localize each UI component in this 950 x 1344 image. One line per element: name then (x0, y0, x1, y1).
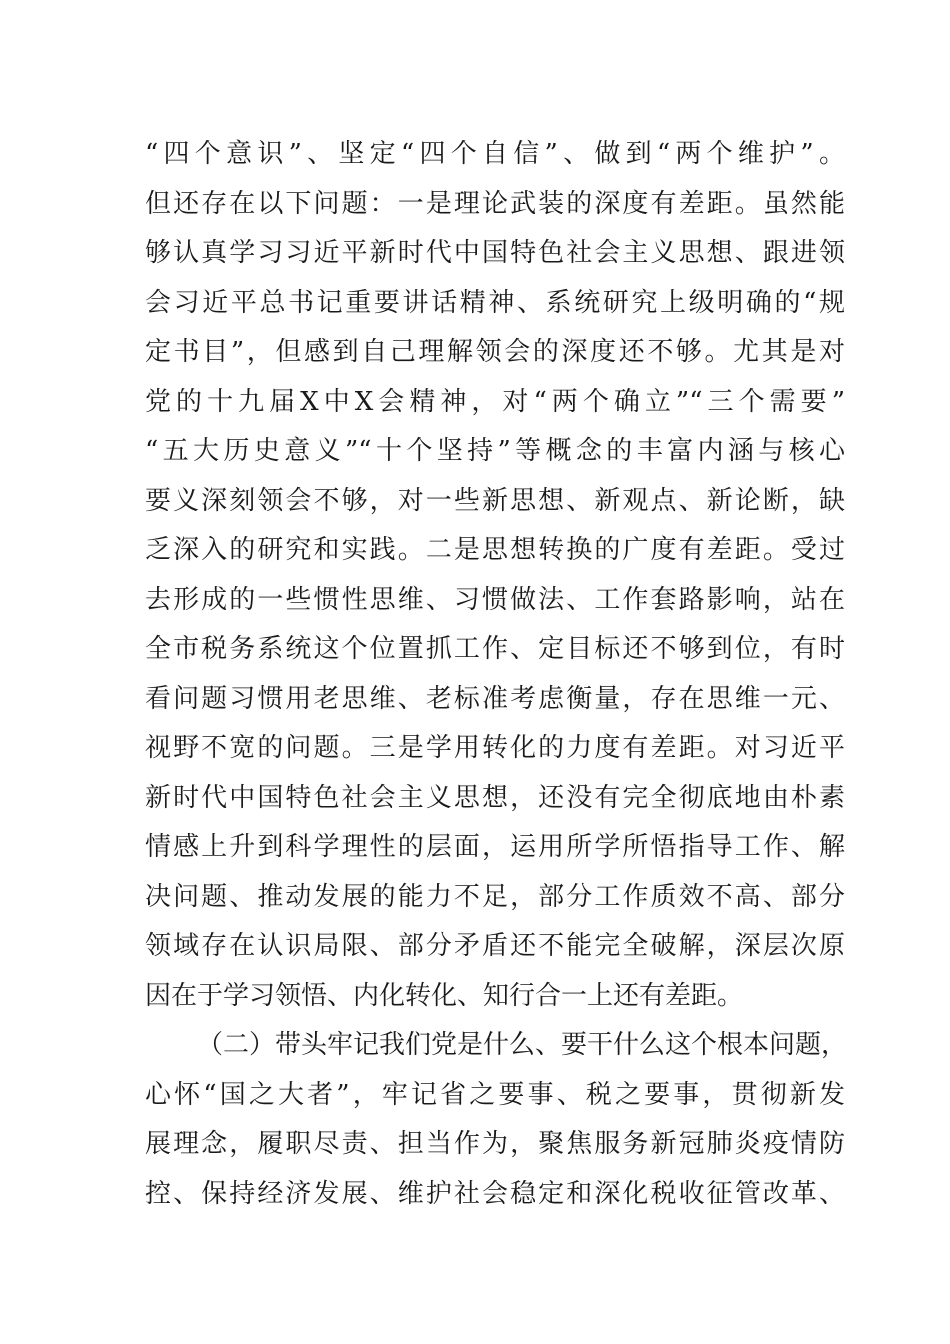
text-line: 新时代中国特色社会主义思想，还没有完全彻底地由朴素 (145, 782, 845, 813)
text-line: 党的十九届X中X会精神，对“两个确立”“三个需要” (145, 386, 845, 417)
text-line: 要义深刻领会不够，对一些新思想、新观点、新论断，缺 (145, 485, 845, 516)
text-line: 展理念，履职尽责、担当作为，聚焦服务新冠肺炎疫情防 (145, 1129, 845, 1159)
text-line: 领域存在认识局限、部分矛盾还不能完全破解，深层次原 (145, 931, 845, 961)
text-line: 因在于学习领悟、内化转化、知行合一上还有差距。 (145, 980, 744, 1011)
text-line: 视野不宽的问题。三是学用转化的力度有差距。对习近平 (145, 733, 845, 763)
text-line: 但还存在以下问题：一是理论武装的深度有差距。虽然能 (145, 188, 845, 219)
body-text (145, 130, 848, 1219)
text-line: “五大历史意义”“十个坚持”等概念的丰富内涵与核心 (145, 436, 845, 466)
text-line: 决问题、推动发展的能力不足，部分工作质效不高、部分 (145, 881, 845, 912)
text-line: 乏深入的研究和实践。二是思想转换的广度有差距。受过 (145, 535, 845, 565)
text-line: “四个意识”、坚定“四个自信”、做到“两个维护”。 (145, 139, 845, 169)
section-heading-line: （二）带头牢记我们党是什么、要干什么这个根本问题， (197, 1030, 848, 1060)
text-line: 情感上升到科学理性的层面，运用所学所悟指导工作、解 (145, 832, 845, 862)
text-line: 会习近平总书记重要讲话精神、系统研究上级明确的“规 (145, 287, 845, 318)
text-line: 定书目”，但感到自己理解领会的深度还不够。尤其是对 (145, 337, 845, 367)
text-line: 心怀“国之大者”，牢记省之要事、税之要事，贯彻新发 (145, 1079, 845, 1110)
text-line: 看问题习惯用老思维、老标准考虑衡量，存在思维一元、 (145, 683, 845, 714)
text-line: 控、保持经济发展、维护社会稳定和深化税收征管改革、 (145, 1178, 845, 1209)
text-line: 够认真学习习近平新时代中国特色社会主义思想、跟进领 (145, 238, 845, 268)
text-line: 全市税务系统这个位置抓工作、定目标还不够到位，有时 (145, 634, 845, 664)
text-line: 去形成的一些惯性思维、习惯做法、工作套路影响，站在 (145, 584, 845, 615)
